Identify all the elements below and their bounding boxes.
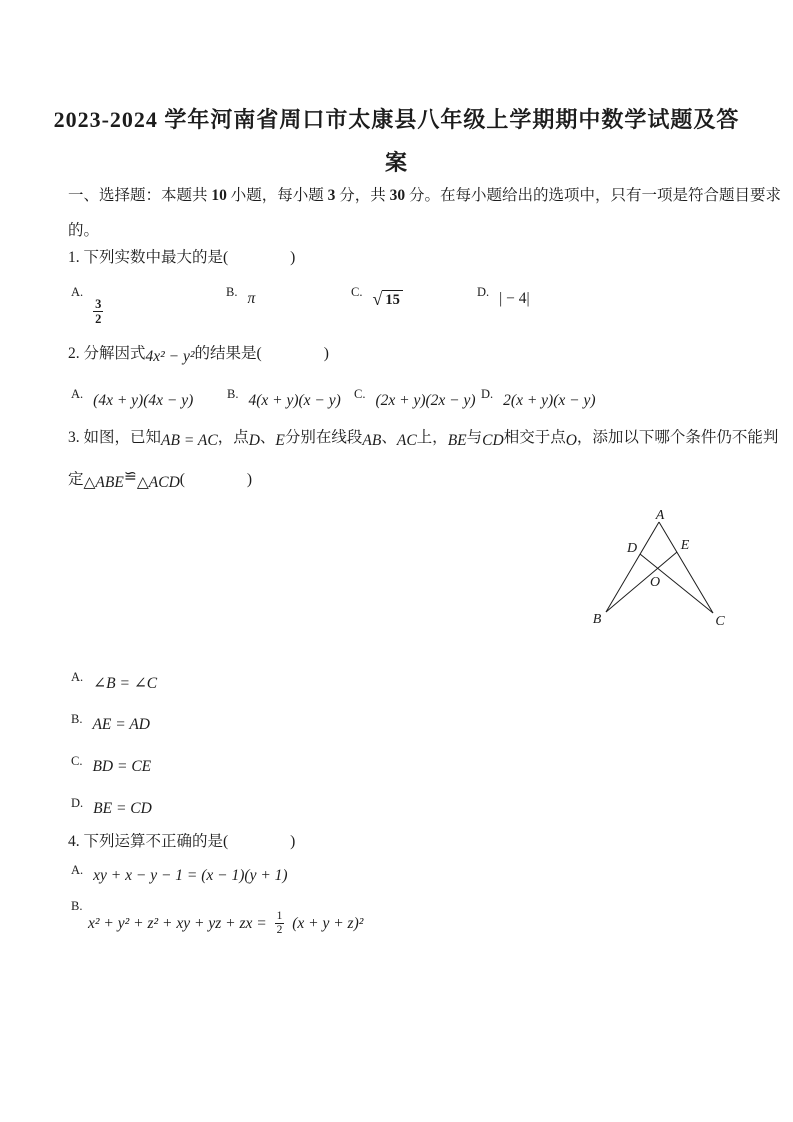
option-label: C.: [351, 285, 363, 299]
q4-option-b-formula: [88, 910, 363, 937]
q2-stem-math: 4x² − y²: [145, 348, 195, 365]
q3-option-b: [71, 712, 150, 734]
q1-stem: 1. 下列实数中最大的是( ): [68, 249, 296, 266]
intro-text: 一、选择题：本题共: [68, 187, 212, 204]
q3-option-c: [71, 754, 151, 776]
option-label: A.: [71, 285, 84, 299]
vertex-label-a: A: [655, 508, 665, 523]
q2-stem-text: 的结果是( ): [194, 345, 329, 362]
q3-triangle-abe: △ABE: [83, 474, 124, 491]
q3-text: 上，: [416, 429, 448, 446]
q3-math: BE: [447, 432, 467, 449]
fraction-denominator: 2: [95, 312, 102, 327]
q3-stem-line-2: [68, 470, 252, 490]
point-label-e: E: [680, 538, 690, 553]
option-math: | − 4|: [499, 290, 530, 307]
section-intro-line-1: [68, 186, 781, 206]
option-math: π: [247, 290, 256, 307]
option-math: (2x + y)(2x − y): [375, 392, 476, 409]
option-label: C.: [354, 387, 366, 401]
option-label: B.: [227, 387, 239, 401]
fraction-numerator: 1: [275, 910, 285, 924]
q3-math: AC: [396, 432, 417, 449]
intro-text: 分。在每小题给出的选项中，只有一项是符合题目要求: [405, 187, 782, 204]
q2-option-b: [227, 387, 341, 410]
vertex-label-b: B: [592, 612, 602, 627]
option-label: A.: [71, 387, 84, 401]
q3-text: 定: [68, 471, 84, 488]
q3-option-d: [71, 796, 152, 818]
option-math: 4(x + y)(x − y): [248, 392, 341, 409]
formula-right: (x + y + z)²: [288, 914, 364, 932]
formula-left: x² + y² + z² + xy + yz + zx =: [88, 914, 271, 932]
option-label: D.: [71, 796, 84, 810]
option-math: 2(x + y)(x − y): [503, 392, 596, 409]
q3-math: AB: [362, 432, 382, 449]
q2-stem-text: 2. 分解因式: [68, 345, 146, 362]
q1-option-d: [477, 285, 530, 308]
fraction: [93, 297, 103, 327]
q3-text: ( ): [179, 471, 253, 488]
option-label: B.: [226, 285, 238, 299]
option-label: D.: [481, 387, 494, 401]
q3-stem-line-1: [68, 428, 778, 448]
q3-math: O: [565, 432, 577, 449]
q3-math: CD: [482, 432, 504, 449]
intro-text: 小题，每小题: [226, 187, 328, 204]
fraction-numerator: 3: [95, 297, 102, 311]
q4-option-b-label: B.: [71, 899, 83, 913]
option-math: BE = CD: [93, 800, 152, 817]
triangle-figure: [583, 497, 743, 637]
option-math: BD = CE: [92, 758, 152, 775]
document-title-line-2: 案: [384, 150, 408, 175]
fraction-denominator: 2: [276, 924, 283, 937]
q2-option-d: [481, 387, 596, 410]
q3-text: ，点: [217, 429, 249, 446]
intro-points-each: 3: [327, 187, 336, 204]
q3-math: AB = AC: [161, 432, 218, 449]
q3-math: E: [275, 432, 285, 449]
q3-text: 相交于点: [503, 429, 566, 446]
vertex-label-c: C: [715, 614, 725, 629]
intro-text: 分，共: [335, 187, 390, 204]
congruent-symbol: ≌: [123, 468, 137, 485]
fraction: [275, 910, 285, 937]
segment-ab: [606, 522, 659, 612]
option-math: AE = AD: [92, 716, 150, 733]
q1-option-b: [226, 285, 255, 308]
intro-question-count: 10: [211, 187, 227, 204]
q2-option-a: [71, 387, 193, 410]
q3-text: 3. 如图，已知: [68, 429, 162, 446]
section-intro-line-2: 的。: [68, 222, 100, 239]
radical-sign: √: [372, 289, 383, 309]
option-label: A.: [71, 670, 84, 684]
point-label-d: D: [626, 541, 638, 556]
radicand: 15: [382, 290, 403, 311]
segment-be: [606, 552, 677, 612]
document-title-line-1: 2023-2024 学年河南省周口市太康县八年级上学期期中数学试题及答: [53, 107, 740, 132]
q3-text: 、: [259, 429, 276, 446]
q1-option-a: [71, 285, 103, 327]
option-math: xy + x − y − 1 = (x − 1)(y + 1): [93, 867, 288, 884]
q3-text: ，添加以下哪个条件仍不能判: [576, 429, 779, 446]
option-label: C.: [71, 754, 83, 768]
sqrt-expression: [372, 290, 402, 311]
intro-points-total: 30: [389, 187, 406, 204]
q1-option-c: [351, 285, 403, 311]
q2-option-c: [354, 387, 476, 410]
option-label: B.: [71, 712, 83, 726]
q3-math: D: [248, 432, 260, 449]
q3-text: 分别在线段: [284, 429, 363, 446]
option-label: A.: [71, 863, 84, 877]
option-math: ∠B = ∠C: [93, 675, 158, 692]
q3-text: 与: [466, 429, 483, 446]
q4-stem: 4. 下列运算不正确的是( ): [68, 833, 296, 850]
q4-option-a: [71, 863, 288, 885]
point-label-o: O: [649, 575, 661, 590]
option-math: (4x + y)(4x − y): [93, 392, 194, 409]
option-label: D.: [477, 285, 490, 299]
q2-stem: [68, 344, 329, 364]
q3-option-a: [71, 670, 157, 693]
segment-ac: [659, 522, 713, 613]
q3-triangle-acd: △ACD: [136, 474, 180, 491]
q3-text: 、: [381, 429, 397, 446]
